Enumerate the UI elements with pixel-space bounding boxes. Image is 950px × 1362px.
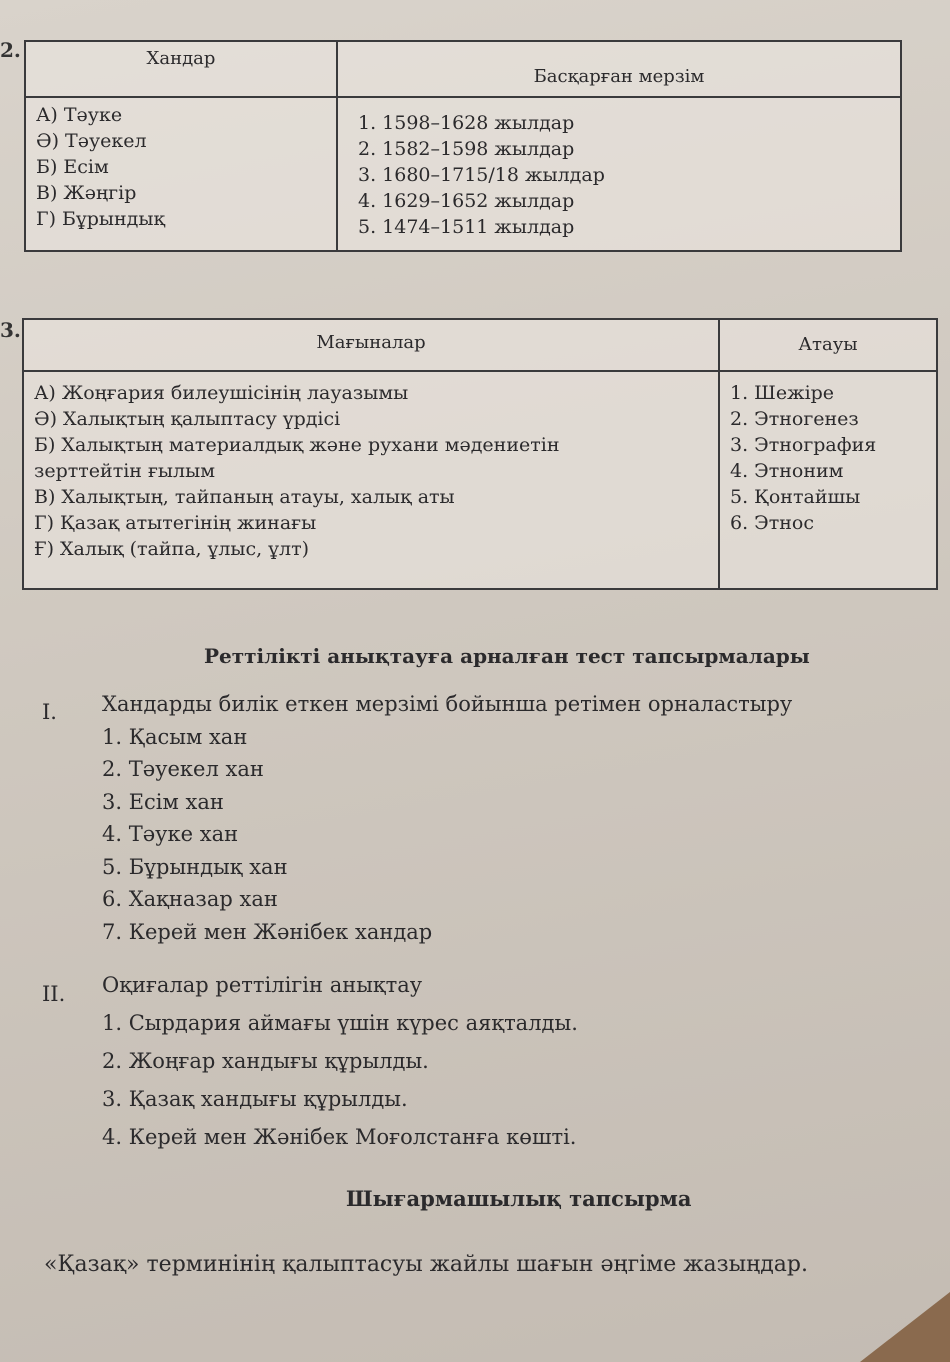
part1-item: 6. Хақназар хан	[102, 887, 278, 911]
part2-block	[102, 966, 578, 1156]
part1-heading: Хандарды билік еткен мерзімі бойынша ретімен орналастыру	[102, 692, 793, 716]
part1-block	[102, 688, 792, 948]
period-item: 5. 1474–1511 жылдар	[358, 216, 575, 238]
creative-section-title: Шығармашылық тапсырма	[346, 1186, 692, 1211]
task2-periods-cell	[337, 97, 901, 251]
part2-item: 1. Сырдария аймағы үшін күрес аяқталды.	[102, 1011, 578, 1035]
sequence-section-title: Реттілікті анықтауға арналған тест тапсырмалары	[204, 644, 810, 668]
part1-item: 2. Тәуекел хан	[102, 757, 264, 781]
name-item: 1. Шежіре	[730, 382, 835, 404]
meaning-item: зерттейтін ғылым	[34, 460, 216, 482]
part2-item: 4. Керей мен Жәнібек Моғолстанға көшті.	[102, 1125, 577, 1149]
task2-header-khans: Хандар	[25, 41, 337, 97]
khan-item: В) Жәңгір	[36, 182, 137, 204]
meaning-item: Г) Қазақ атытегінің жинағы	[34, 512, 317, 534]
task3-meanings-cell	[23, 371, 719, 589]
name-item: 5. Қонтайшы	[730, 486, 861, 508]
part1-roman: I.	[42, 700, 57, 724]
creative-task-text: «Қазақ» терминінің қалыптасуы жайлы шағын әңгіме жазыңдар.	[44, 1252, 808, 1277]
khan-item: А) Тәуке	[36, 104, 123, 126]
period-item: 4. 1629–1652 жылдар	[358, 190, 575, 212]
name-item: 4. Этноним	[730, 460, 844, 482]
part2-item: 3. Қазақ хандығы құрылды.	[102, 1087, 408, 1111]
task3-header-meanings: Мағыналар	[23, 319, 719, 371]
page-corner	[860, 1292, 950, 1362]
period-item: 3. 1680–1715/18 жылдар	[358, 164, 605, 186]
meaning-item: Ә) Халықтың қалыптасу үрдісі	[34, 408, 341, 430]
part1-item: 1. Қасым хан	[102, 724, 248, 749]
task2-khans-cell	[25, 97, 337, 251]
part1-item: 5. Бұрындық хан	[102, 854, 288, 879]
task3-table	[22, 318, 938, 590]
task3-number: 3.	[0, 318, 21, 342]
meaning-item: Б) Халықтың материалдық және рухани мәдениетін	[34, 434, 560, 456]
part2-heading: Оқиғалар реттілігін анықтау	[102, 973, 423, 997]
period-item: 1. 1598–1628 жылдар	[358, 112, 575, 134]
period-item: 2. 1582–1598 жылдар	[358, 138, 575, 160]
name-item: 2. Этногенез	[730, 408, 859, 430]
task3-header-names: Атауы	[719, 319, 937, 371]
task2-header-periods: Басқарған мерзім	[337, 41, 901, 97]
task2-number: 2.	[0, 38, 21, 62]
part2-item: 2. Жоңғар хандығы құрылды.	[102, 1049, 429, 1073]
part1-item: 4. Тәуке хан	[102, 822, 239, 846]
name-item: 6. Этнос	[730, 512, 814, 534]
name-item: 3. Этнография	[730, 434, 877, 456]
khan-item: Г) Бұрындық	[36, 208, 166, 230]
task3-names-cell	[719, 371, 937, 589]
part2-roman: II.	[42, 982, 66, 1006]
khan-item: Б) Есім	[36, 156, 109, 178]
part1-item: 7. Керей мен Жәнібек хандар	[102, 919, 433, 944]
meaning-item: В) Халықтың, тайпаның атауы, халық аты	[34, 486, 455, 508]
khan-item: Ә) Тәуекел	[36, 130, 147, 152]
meaning-item: А) Жоңғария билеушісінің лауазымы	[34, 382, 409, 404]
part1-item: 3. Есім хан	[102, 789, 224, 814]
meaning-item: Ғ) Халық (тайпа, ұлыс, ұлт)	[34, 538, 309, 560]
task2-table	[24, 40, 902, 252]
